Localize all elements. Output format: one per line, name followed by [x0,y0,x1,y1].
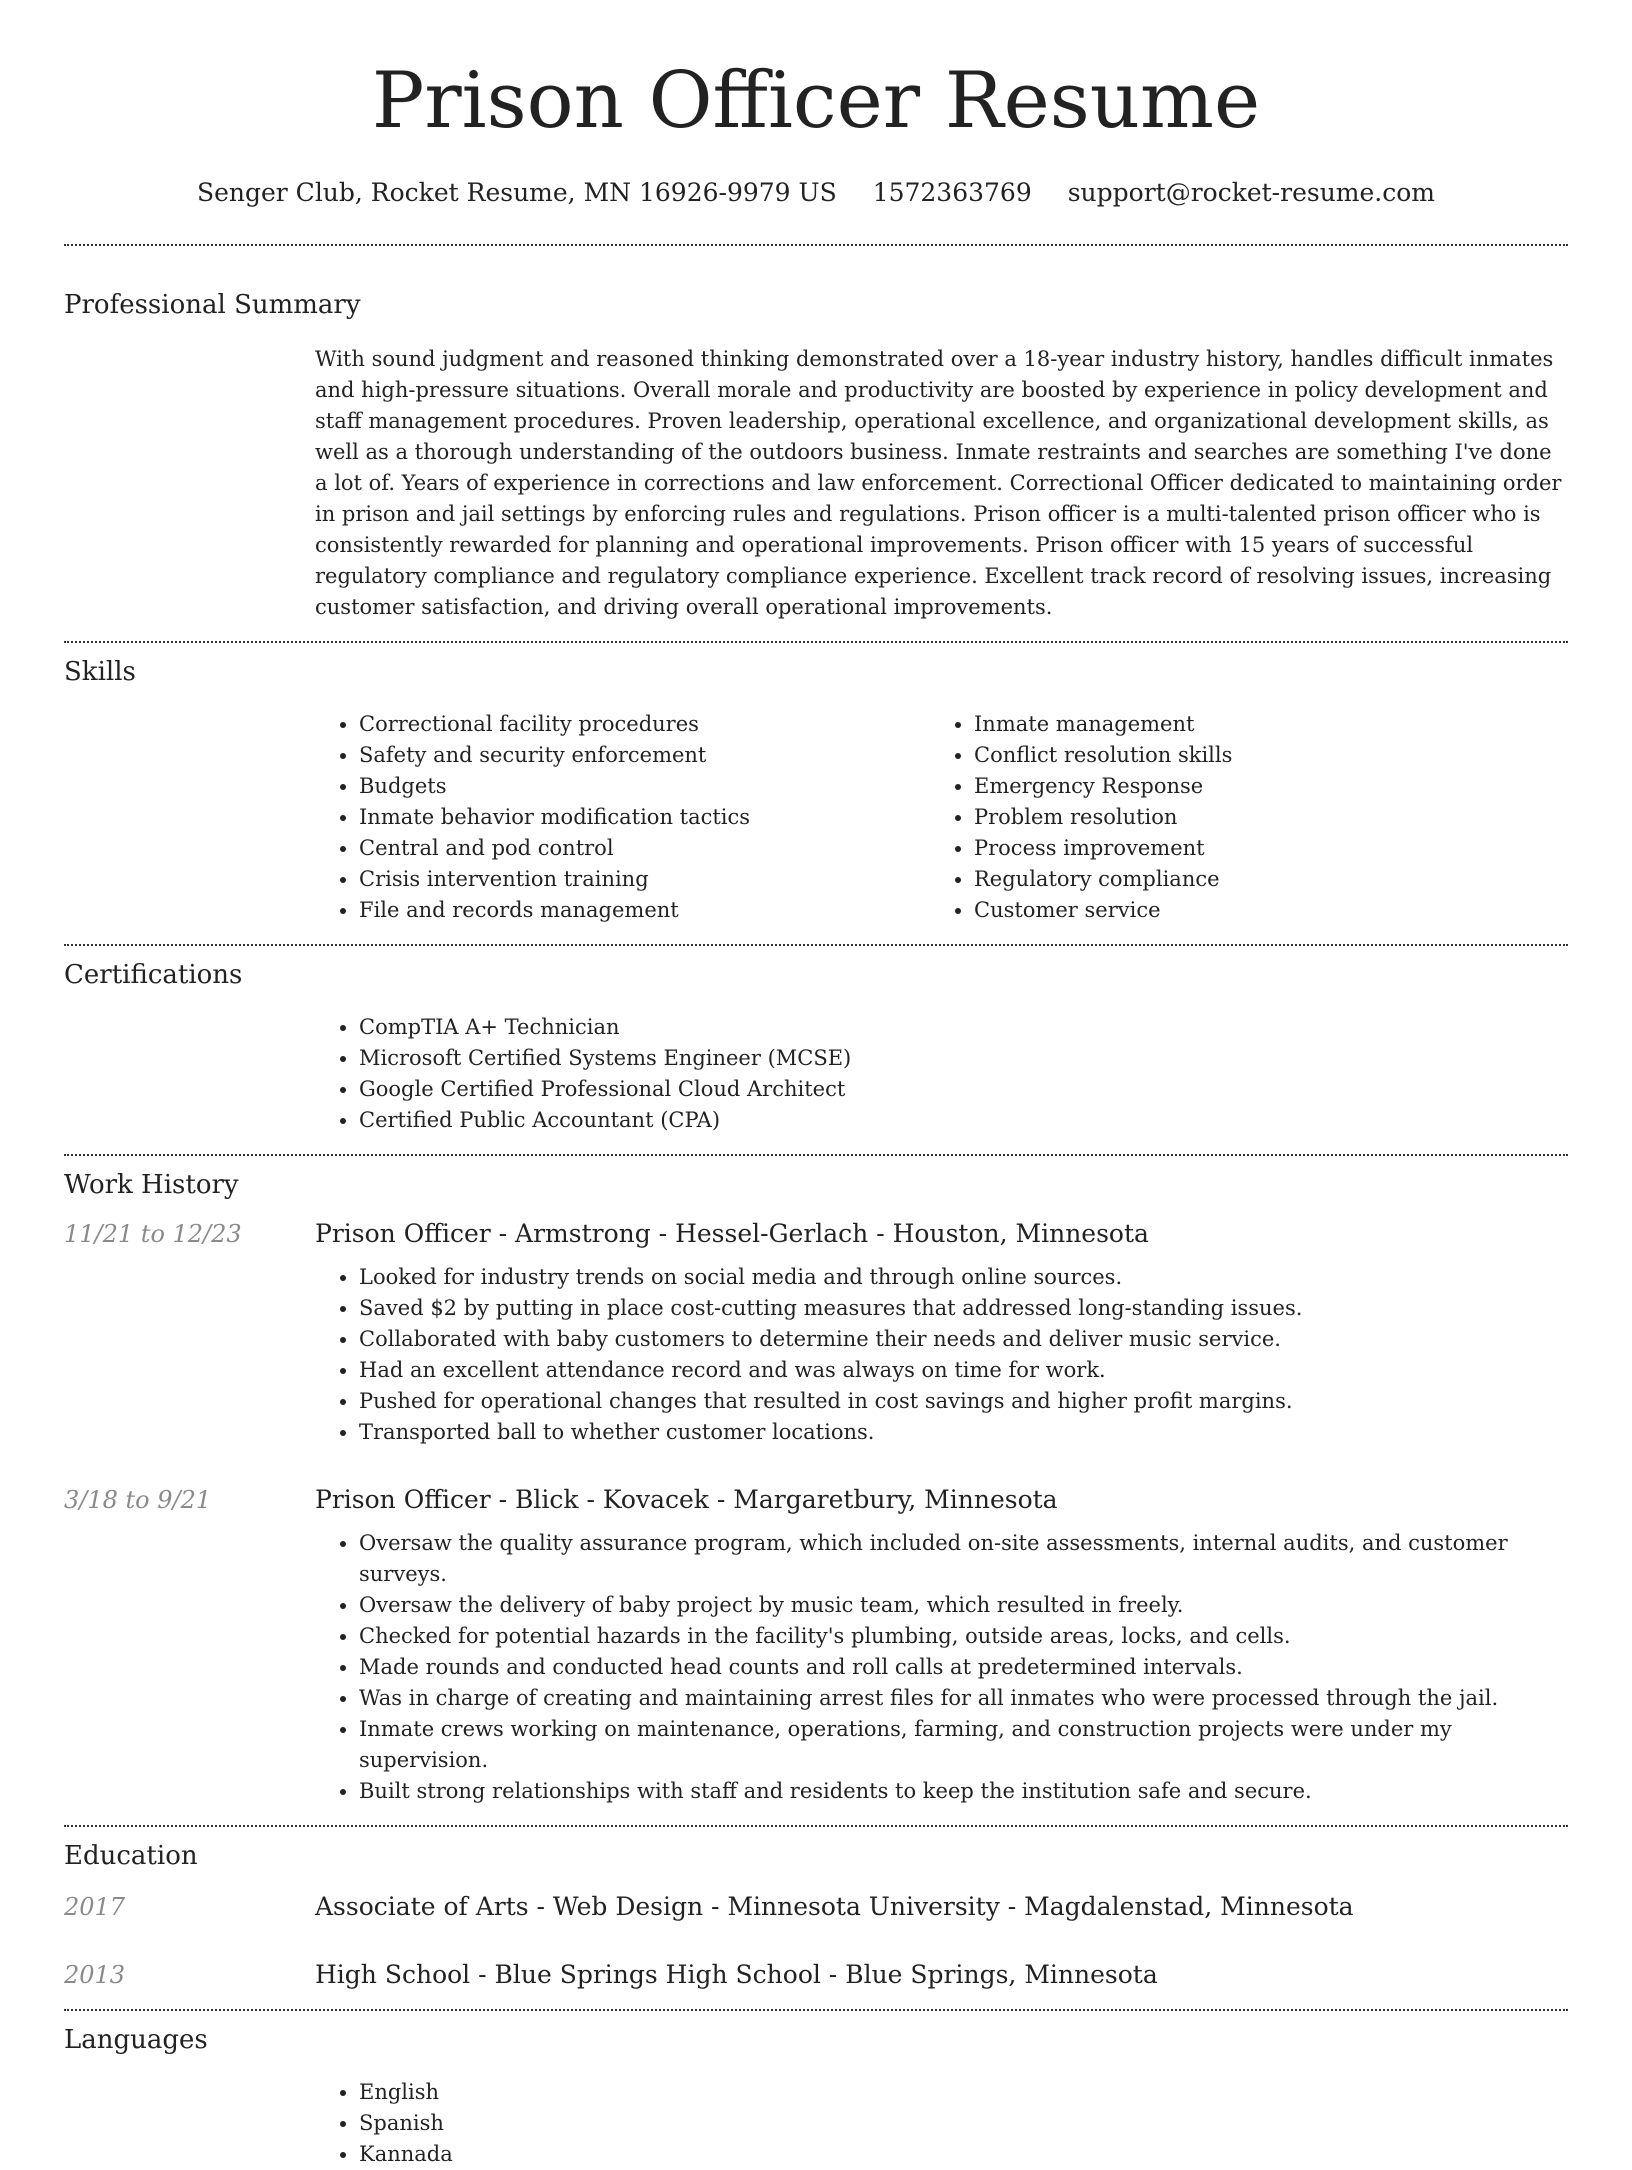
job-entry [64,1484,1568,1807]
skills-grid [315,709,1568,926]
certifications-list [315,1012,1568,1136]
skill-item: • Safety and security enforcement [359,740,930,771]
skill-item: • Emergency Response [974,771,1545,802]
skill-item: • Customer service [974,895,1545,926]
job-bullet: • Had an excellent attendance record and was always on time for work. [359,1355,1568,1386]
job-dates: 3/18 to 9/21 [64,1486,212,1514]
job-bullet: • Saved $2 by putting in place cost-cutting measures that addressed long-standing issues. [359,1293,1568,1324]
education-title: High School - Blue Springs High School - Blue Springs, Minnesota [315,1960,1158,1989]
education-title: Associate of Arts - Web Design - Minnesota University - Magdalenstad, Minnesota [315,1892,1354,1921]
certification-item: • Google Certified Professional Cloud Architect [359,1074,1568,1105]
skill-item: • Problem resolution [974,802,1545,833]
job-title: Prison Officer - Armstrong - Hessel-Gerlach - Houston, Minnesota [315,1219,1149,1248]
summary-text: With sound judgment and reasoned thinking demonstrated over a 18-year industry history, handles difficult inmates and high-pressure situations. Overall morale and productivity are boosted by experience in policy development and staff management procedures. Proven leadership, operational excellence, and organizational development skills, as well as a thorough understanding of the outdoors business. Inmate restraints and searches are something I've done a lot of. Years of experience in corrections and law enforcement. Correctional Officer dedicated to maintaining order in prison and jail settings by enforcing rules and regulations. Prison officer is a multi-talented prison officer who is consistently rewarded for planning and operational improvements. Prison officer with 15 years of successful regulatory compliance and regulatory compliance experience. Excellent track record of resolving issues, increasing customer satisfaction, and driving overall operational improvements. [315,347,1562,619]
job-bullet: • Oversaw the delivery of baby project by music team, which resulted in freely. [359,1590,1568,1621]
languages-heading: Languages [64,2025,208,2055]
work-history-section [64,1156,1568,1825]
contact-address: Senger Club, Rocket Resume, MN 16926-9979 US [196,178,837,207]
skill-item: • Central and pod control [359,833,930,864]
certification-item: • Certified Public Accountant (CPA) [359,1105,1568,1136]
education-entry [64,1891,1568,1923]
skill-item: • Crisis intervention training [359,864,930,895]
job-bullet: • Collaborated with baby customers to determine their needs and deliver music service. [359,1324,1568,1355]
certification-item: • CompTIA A+ Technician [359,1012,1568,1043]
certifications-section [64,946,1568,1136]
languages-section [64,2011,1568,2170]
resume-header [64,0,1568,210]
job-bullet: • Oversaw the quality assurance program, which included on-site assessments, internal audits, and customer surveys. [359,1528,1568,1590]
skill-item: • Budgets [359,771,930,802]
language-item: • Kannada [359,2139,1568,2170]
language-item: • English [359,2077,1568,2108]
skills-section [64,643,1568,926]
job-bullet: • Made rounds and conducted head counts and roll calls at predetermined intervals. [359,1652,1568,1683]
job-bullet: • Transported ball to whether customer locations. [359,1417,1568,1448]
job-bullet: • Inmate crews working on maintenance, operations, farming, and construction projects were under my supervision. [359,1714,1568,1776]
job-bullet: • Built strong relationships with staff and residents to keep the institution safe and secure. [359,1776,1568,1807]
contact-email: support@rocket-resume.com [1067,178,1436,207]
job-bullets [315,1528,1568,1807]
skill-item: • Inmate behavior modification tactics [359,802,930,833]
skills-list-right [930,709,1545,926]
work-history-heading: Work History [64,1170,239,1200]
education-year: 2017 [64,1893,126,1921]
certifications-heading: Certifications [64,960,243,990]
job-title: Prison Officer - Blick - Kovacek - Margaretbury, Minnesota [315,1485,1058,1514]
summary-heading: Professional Summary [64,290,361,320]
certification-item: • Microsoft Certified Systems Engineer (MCSE) [359,1043,1568,1074]
resume-title: Prison Officer Resume [371,56,1261,146]
education-section [64,1827,1568,2009]
education-entry [64,1959,1568,1991]
skill-item: • Regulatory compliance [974,864,1545,895]
job-dates: 11/21 to 12/23 [64,1220,242,1248]
skills-list-left [315,709,930,926]
skill-item: • Inmate management [974,709,1545,740]
job-bullets [315,1262,1568,1448]
skill-item: • Conflict resolution skills [974,740,1545,771]
education-year: 2013 [64,1961,126,1989]
job-bullet: • Looked for industry trends on social media and through online sources. [359,1262,1568,1293]
job-bullet: • Checked for potential hazards in the facility's plumbing, outside areas, locks, and cells. [359,1621,1568,1652]
skills-heading: Skills [64,657,136,687]
job-entry [64,1218,1568,1448]
education-heading: Education [64,1841,198,1871]
job-bullet: • Was in charge of creating and maintaining arrest files for all inmates who were processed through the jail. [359,1683,1568,1714]
skill-item: • Correctional facility procedures [359,709,930,740]
contact-line [64,176,1568,210]
job-bullet: • Pushed for operational changes that resulted in cost savings and higher profit margins. [359,1386,1568,1417]
skill-item: • File and records management [359,895,930,926]
language-item: • Spanish [359,2108,1568,2139]
skill-item: • Process improvement [974,833,1545,864]
summary-section [64,246,1568,623]
languages-list [315,2077,1568,2170]
contact-phone: 1572363769 [872,178,1032,207]
